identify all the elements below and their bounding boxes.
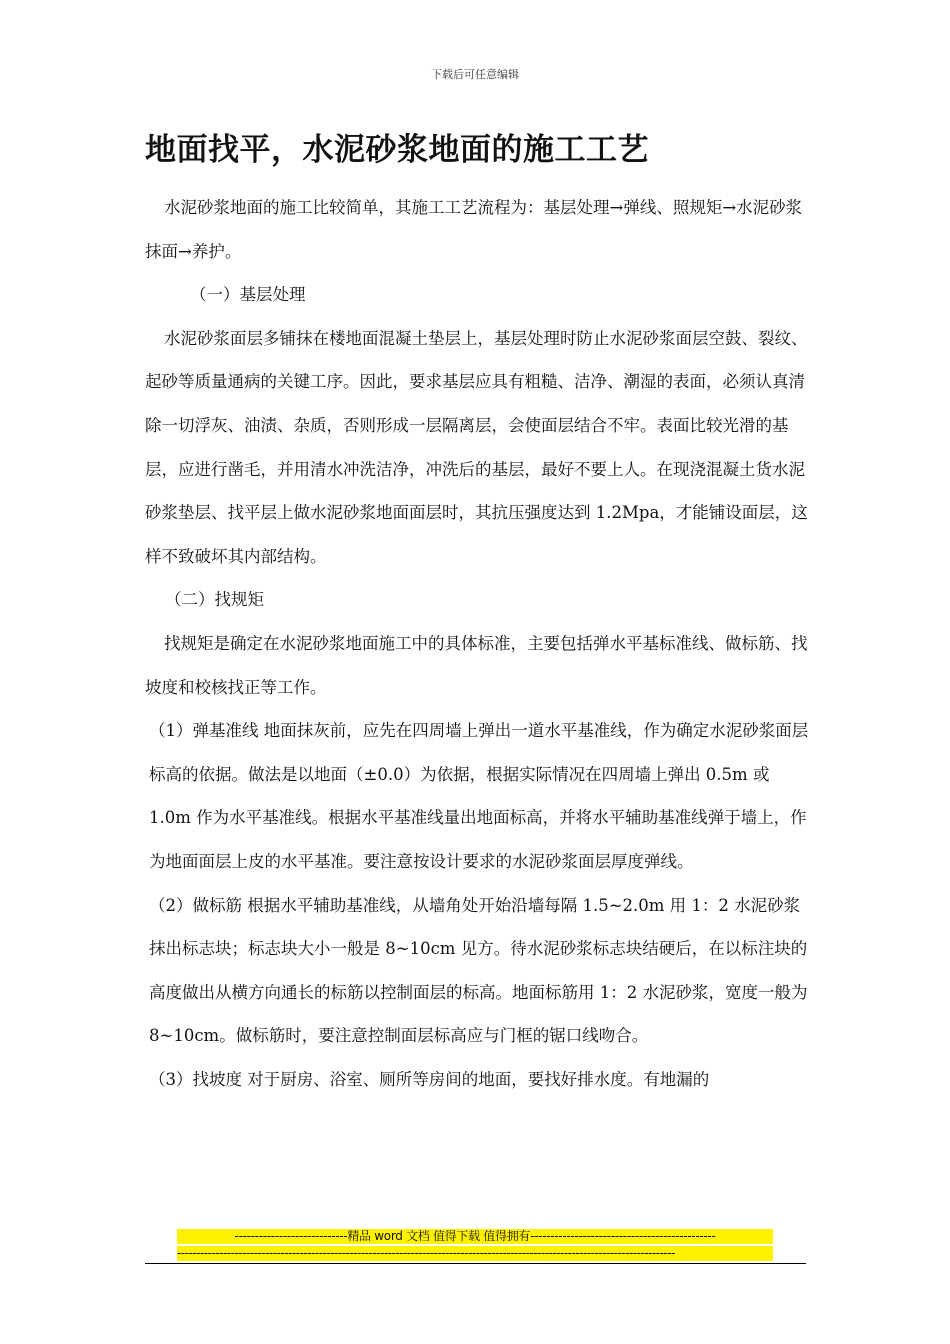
document-title: 地面找平，水泥砂浆地面的施工工艺: [145, 132, 649, 168]
footer-dash-line: ----------------------------------------------------------------------------------------------------------------------------------: [177, 1246, 773, 1261]
step-1-paragraph: （1）弹基准线 地面抹灰前，应先在四周墙上弹出一道水平基准线，作为确定水泥砂浆面层标高的依据。做法是以地面（±0.0）为依据，根据实际情况在四周墙上弹出 0.5m 或 1.0m 作为水平基准线。根据水平基准线量出地面标高，并将水平辅助基准线弹于墙上，作为地面面层上皮的水平基准。要注意按设计要求的水泥砂浆面层厚度弹线。: [149, 721, 809, 871]
step-2-paragraph: （2）做标筋 根据水平辅助基准线，从墙角处开始沿墙每隔 1.5~2.0m 用 1：2 水泥砂浆抹出标志块；标志块大小一般是 8~10cm 见方。待水泥砂浆标志块结硬后，在以标注块的高度做出从横方向通长的标筋以控制面层的标高。地面标筋用 1：2 水泥砂浆，宽度一般为 8~10cm。做标筋时，要注意控制面层标高应与门框的锯口线吻合。: [149, 895, 808, 1046]
leveling-paragraph: 找规矩是确定在水泥砂浆地面施工中的具体标准，主要包括弹水平基标准线、做标筋、找坡度和校核找正等工作。: [145, 633, 808, 697]
footer-divider: [145, 1263, 806, 1264]
intro-paragraph: 水泥砂浆地面的施工比较简单，其施工工艺流程为：基层处理→弹线、照规矩→水泥砂浆抹面→养护。: [145, 198, 803, 261]
footer-banner-line: ----------------------------精品 word 文档 值得下载 值得拥有----------------------------------------------: [177, 1229, 773, 1244]
base-treatment-paragraph: 水泥砂浆面层多铺抹在楼地面混凝土垫层上，基层处理时防止水泥砂浆面层空鼓、裂纹、起砂等质量通病的关键工序。因此，要求基层应具有粗糙、洁净、潮湿的表面，必须认真清除一切浮灰、油渍、杂质，否则形成一层隔离层，会使面层结合不牢。表面比较光滑的基层，应进行凿毛，并用清水冲洗洁净，冲洗后的基层，最好不要上人。在现浇混凝土货水泥砂浆垫层、找平层上做水泥砂浆地面面层时，其抗压强度达到 1.2Mpa，才能铺设面层，这样不致破坏其内部结构。: [145, 328, 808, 566]
section-heading-base-treatment: （一）基层处理: [190, 285, 306, 305]
header-note: 下载后可任意编辑: [431, 68, 519, 81]
step-3-paragraph: （3）找坡度 对于厨房、浴室、厕所等房间的地面，要找好排水度。有地漏的: [149, 1069, 710, 1089]
section-heading-leveling: （二）找规矩: [165, 590, 264, 610]
document-body: [145, 186, 813, 1101]
